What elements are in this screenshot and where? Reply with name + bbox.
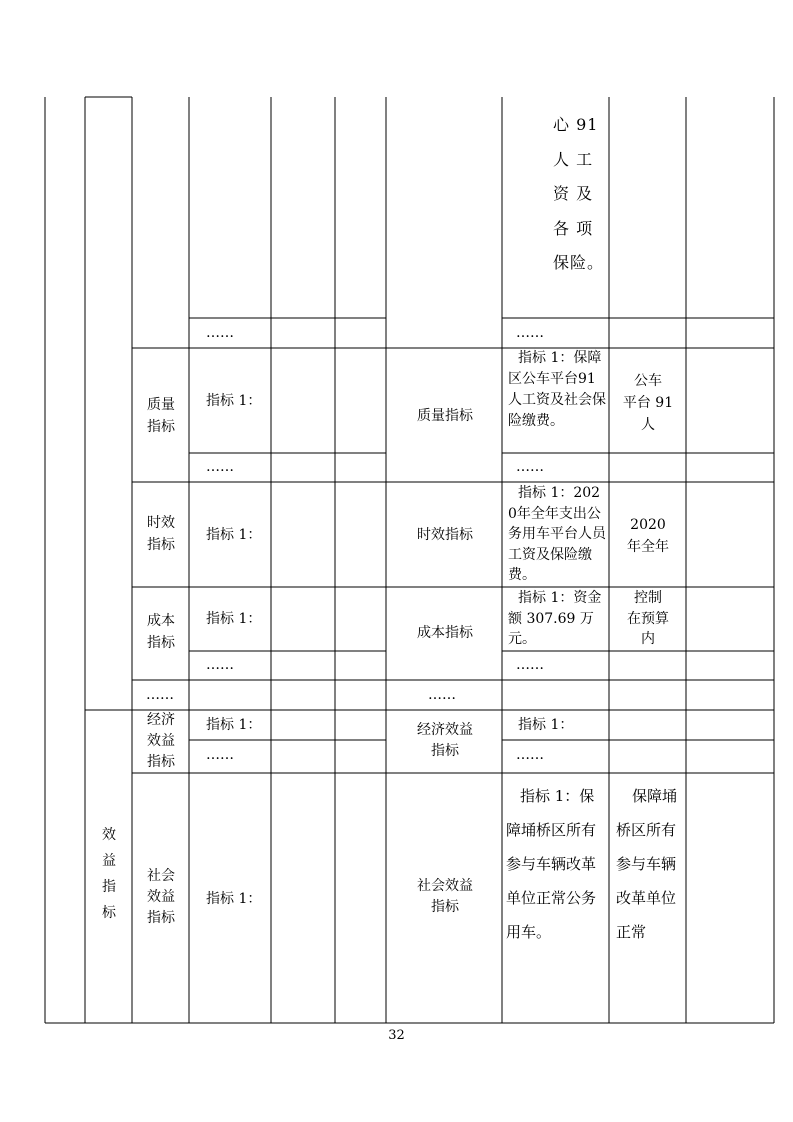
sub-category-economic: 经济 效益 指标 [147, 712, 175, 770]
indicator-label: 指标 1： [206, 891, 262, 907]
indicator-content-social: 指标 1：保障埇桥区所有参与车辆改革单位正常公务用车。 [506, 787, 597, 941]
sub-category-cost: 成本 指标 [147, 613, 175, 651]
row-dots: …… [206, 459, 234, 475]
indicator-label: 指标 1： [206, 393, 262, 409]
row-dots: …… [428, 687, 456, 703]
indicator-value-quality: 公车 平台 91 人 [622, 373, 674, 433]
sub-category-time: 时效 指标 [147, 515, 175, 553]
indicator-name-quality: 质量指标 [417, 408, 473, 424]
indicator-value-cost: 控制 在预算 内 [627, 590, 669, 647]
row-dots: …… [206, 325, 234, 341]
row-dots: …… [206, 747, 234, 763]
indicator-label: 指标 1： [206, 527, 262, 543]
indicator-content-quality: 指标 1：保障区公车平台91 人工资及社会保险缴费。 [508, 350, 606, 429]
indicator-name-cost: 成本指标 [417, 625, 473, 641]
row-dots: …… [146, 687, 174, 703]
indicator-name-economic: 经济效益 指标 [417, 722, 473, 759]
row-dots: …… [516, 459, 544, 475]
indicator-label: 指标 1： [206, 717, 262, 733]
row-dots: …… [516, 747, 544, 763]
indicator-name-social: 社会效益 指标 [417, 878, 473, 915]
row-dots: …… [206, 657, 234, 673]
row-dots: …… [516, 325, 544, 341]
indicator-name-time: 时效指标 [417, 527, 473, 543]
indicator-label: 指标 1： [206, 611, 262, 627]
indicator-value-time: 2020 年全年 [627, 517, 669, 555]
sub-category-quality: 质量 指标 [147, 397, 175, 435]
indicator-content-time: 指标 1：2020年全年支出公务用车平台人员工资及保险缴费。 [508, 485, 606, 583]
indicator-value-social: 保障埇桥区所有参与车辆改革单位正常 [616, 787, 678, 941]
row-dots: …… [516, 657, 544, 673]
sub-category-social: 社会 效益 指标 [147, 868, 175, 926]
category-benefit: 效 益 指 标 [102, 827, 116, 921]
page-number: 32 [388, 1028, 405, 1043]
indicator-content-economic: 指标 1： [518, 717, 574, 733]
indicator-content-cost: 指标 1：资金额 307.69 万元。 [508, 590, 602, 647]
cont-note-cell: 心 91 人 工 资 及 各 项 保险。 [553, 115, 605, 272]
